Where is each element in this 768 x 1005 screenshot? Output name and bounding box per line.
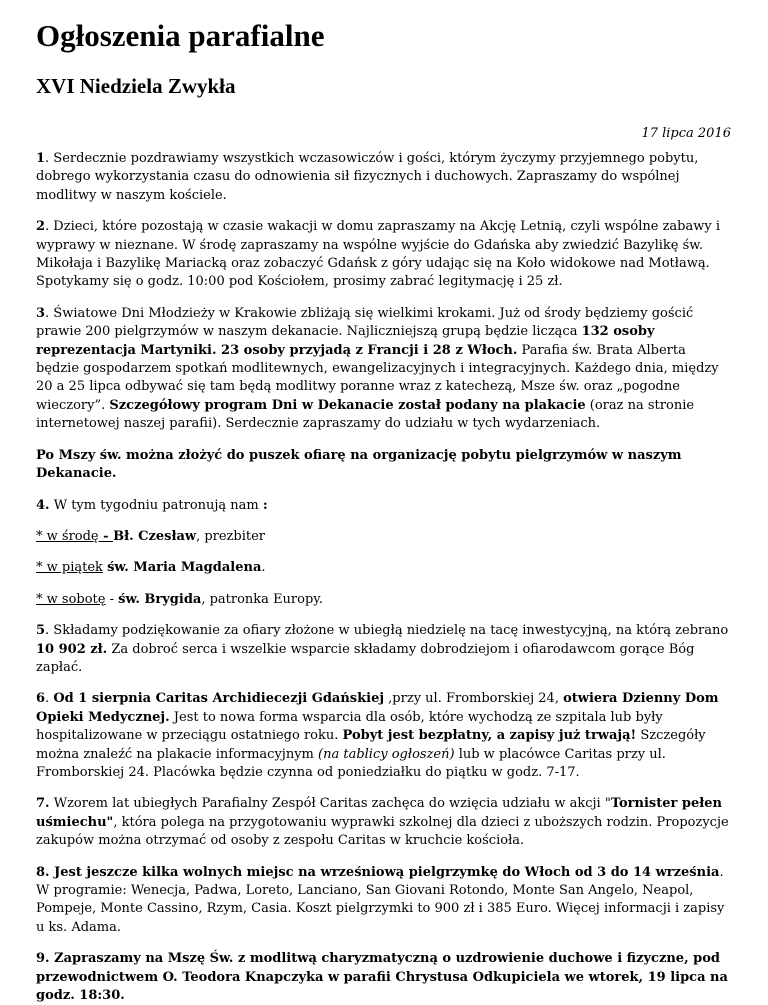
announcement-4-number: 4. [36, 497, 50, 513]
saint-name: św. Brygida [118, 591, 202, 607]
announcement-date: 17 lipca 2016 [641, 126, 731, 141]
page-subtitle: XVI Niedziela Zwykła [36, 74, 236, 98]
saint-item-friday [36, 559, 732, 577]
announcement-3-groups: 132 osoby reprezentacja Martyniki. 23 osoby przyjadą z Francji i 28 z Włoch. [36, 324, 655, 358]
announcement-3-text-3: (oraz na stronie internetowej naszej parafii). Serdecznie zapraszamy do udziału w tych wydarzeniach. [36, 397, 695, 432]
announcement-6-board-note: (na tablicy ogłoszeń) [318, 746, 455, 762]
announcement-5-text: . Składamy podziękowanie za ofiary złożone w ubiegłą niedzielę na tacę inwestycyjną, na którą zebrano [45, 623, 729, 639]
announcement-6-opening: otwiera Dzienny Dom Opieki Medycznej. [36, 691, 719, 725]
saint-day: * w piątek [36, 560, 103, 576]
announcement-8-text: . W programie: Wenecja, Padwa, Loreto, Lanciano, San Giovani Rotondo, Monte San Angelo, Neapol, Pompeje, Monte Cassino, Rzym, Casia. Koszt pielgrzymki to 900 zł i 385 Euro. Więcej informacji i zapisy u ks. Adama. [36, 864, 725, 935]
announcement-5-text-2: Za dobroć serca i wszelkie wsparcie składamy dobrodziejom i ofiarodawcom gorące Bóg zapłać. [36, 641, 695, 675]
announcement-1-number: 1 [36, 151, 46, 166]
announcement-6-text: Jest to nowa forma wsparcia dla osób, które wychodzą ze szpitala lub były hospitalizowane w przeciągu ostatniego roku. [36, 709, 663, 744]
saint-item-saturday: * w sobotę - św. Brygida, patronka Europy. [36, 591, 324, 607]
announcement-9 [36, 950, 732, 1005]
announcement-4-text: W tym tygodniu patronują nam [49, 497, 263, 513]
announcement-6-heading: Od 1 sierpnia Caritas Archidiecezji Gdańskiej [53, 691, 385, 707]
announcement-2-number: 2 [36, 219, 46, 235]
announcement-6-address: ,przy ul. Fromborskiej 24, [384, 691, 564, 707]
page-title: Ogłoszenia parafialne [36, 18, 325, 53]
announcement-5 [36, 622, 732, 677]
announcement-7-text: Wzorem lat ubiegłych Parafialny Zespół Caritas zachęca do wzięcia udziału w akcji " [49, 796, 611, 812]
offering-note-text: Po Mszy św. można złożyć do puszek ofiarę na organizację pobytu pielgrzymów w naszym Dekanacie. [36, 447, 682, 482]
announcement-5-number: 5 [36, 623, 46, 639]
saint-name: Bł. Czesław [113, 528, 197, 544]
announcement-9-text: 9. Zapraszamy na Mszę Św. z modlitwą charyzmatyczną o uzdrowienie duchowe i fizyczne, pod przewodnictwem O. Teodora Knapczyka w parafii Chrystusa Odkupiciela we wtorek, 19 lipca na godz. 18:30. [36, 951, 728, 1004]
announcement-6: 6. Od 1 sierpnia Caritas Archidiecezji Gdańskiej ,przy ul. Fromborskiej 24, otwiera Dzienny Dom Opieki Medycznej. Jest to nowa forma wsparcia dla osób, które wychodzą ze szpitala lub były hospitalizowane w przeciągu ostatniego roku. Pobyt jest bezpłatny, a zapisy już trwają! Szczegóły można znaleźć na plakacie informacyjnym (na tablicy ogłoszeń) lub w placówce Caritas przy ul. Fromborskiej 24. Placówka będzie czynna od poniedziałku do piątku w godz. 7-17. [36, 691, 719, 780]
announcement-4-colon: : [262, 497, 268, 513]
announcement-2 [36, 218, 732, 292]
announcement-3-text: . Światowe Dni Młodzieży w Krakowie zbliżają się wielkimi krokami. Już od środy będziemy gościć prawie 200 pielgrzymów w naszym dekanacie. Najliczniejszą grupą będzie licząca [36, 305, 694, 340]
offering-note [36, 447, 732, 484]
announcement-7-number: 7. [36, 796, 50, 812]
announcement-1-text: . Serdecznie pozdrawiamy wszystkich wczasowiczów i gości, którym życzymy przyjemnego pobytu, dobrego wykorzystania czasu do odnowienia sił fizycznych i duchowych. Zapraszamy do wspólnej modlitwy w naszym kościele. [36, 151, 699, 203]
saint-item-wednesday [36, 528, 732, 546]
announcement-6-text-3: lub w placówce Caritas przy ul. Fromborskiej 24. Placówka będzie czynna od poniedziałku do piątku w godz. 7-17. [36, 746, 666, 780]
announcement-8-heading: 8. Jest jeszcze kilka wolnych miejsc na wrześniową pielgrzymkę do Włoch od 3 do 14 września [36, 864, 720, 880]
announcement-4 [36, 497, 732, 515]
saint-desc: , prezbiter [196, 528, 266, 544]
saint-desc: , patronka Europy. [201, 591, 324, 607]
announcement-7-text-2: , która polega na przygotowaniu wyprawki szkolnej dla dzieci z uboższych rodzin. Propozycje zakupów można otrzymać od osoby z zespołu Caritas w kruchcie kościoła. [36, 814, 729, 849]
announcement-3-program: Szczegółowy program Dni w Dekanacie został podany na plakacie [109, 397, 586, 413]
saint-name: św. Maria Magdalena [107, 560, 262, 576]
announcement-6-number: 6 [36, 691, 46, 707]
announcement-3-number: 3 [36, 305, 46, 321]
announcement-7-campaign: Tornister pełen uśmiechu" [36, 796, 722, 830]
announcement-3-text-2: Parafia św. Brata Alberta będzie gospodarzem spotkań modlitewnych, ewangelizacyjnych i integracyjnych. Każdego dnia, między 20 a 25 lipca odbywać się tam będą modlitwy poranne wraz z katechezą, Msze św. oraz „pogodne wieczory”. [36, 342, 719, 413]
announcement-3 [36, 305, 732, 434]
saint-day: * w sobotę [36, 591, 106, 607]
announcement-7 [36, 795, 732, 850]
saint-desc: . [261, 560, 266, 576]
announcement-6-text-2: Szczegóły można znaleźć na plakacie informacyjnym [36, 728, 706, 762]
announcement-2-text: . Dzieci, które pozostają w czasie wakacji w domu zapraszamy na Akcję Letnią, czyli wspólne zabawy i wyprawy w nieznane. W środę zapraszamy na wspólne wyjście do Gdańska aby zwiedzić Bazylikę św. Mikołaja i Bazylikę Mariacką oraz zobaczyć Gdańsk z góry udając się na Koło widokowe nad Motławą. Spotykamy się o godz. 10:00 pod Kościołem, prosimy zabrać legitymację i 25 zł. [36, 219, 721, 290]
saint-day: * w środę - [36, 528, 114, 544]
announcement-1 [36, 150, 732, 205]
announcement-8 [36, 864, 732, 938]
announcement-5-amount: 10 902 zł. [36, 641, 108, 657]
announcement-6-free: Pobyt jest bezpłatny, a zapisy już trwają! [342, 728, 637, 744]
